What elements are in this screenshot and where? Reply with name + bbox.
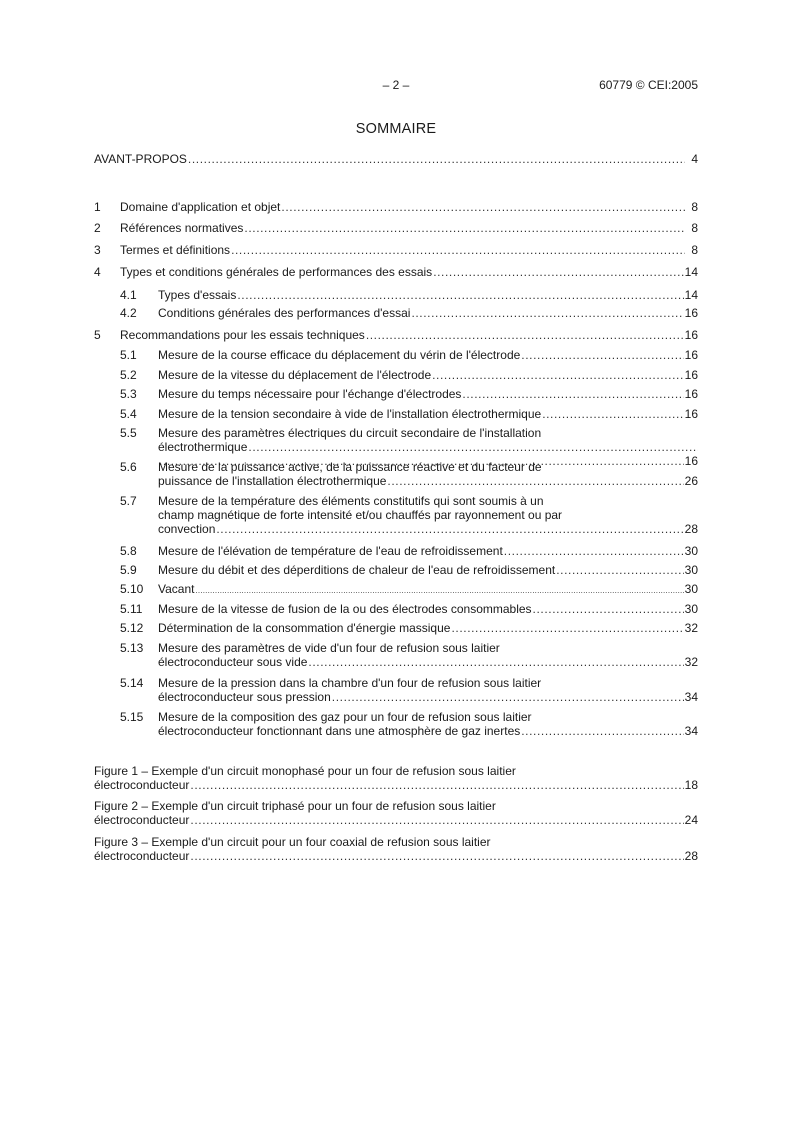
toc-entry-page: 14: [684, 265, 698, 279]
toc-entry-number: 5.13: [120, 641, 144, 655]
leader-dots: [189, 849, 683, 863]
leader-dots: [541, 407, 683, 421]
leader-dots: [461, 387, 683, 401]
toc-figure-title-line: Figure 3 – Exemple d'un circuit pour un four coaxial de refusion sous laitier: [94, 835, 491, 849]
toc-entry-title: Domaine d'application et objet: [120, 200, 281, 214]
toc-entry-title: Mesure du temps nécessaire pour l'échange d'électrodes: [158, 387, 462, 401]
toc-entry-number: 1: [94, 200, 101, 214]
toc-entry-title: Mesure de la course efficace du déplacement du vérin de l'électrode: [158, 348, 521, 362]
toc-figure-page: 24: [684, 813, 698, 827]
toc-entry-page: 16: [684, 387, 698, 401]
toc-entry-page: 16: [684, 407, 698, 421]
toc-entry-page: 14: [684, 288, 698, 302]
toc-entry-title: électrothermique: [158, 440, 248, 454]
toc-entry-page: 8: [691, 200, 698, 214]
toc-entry-number: 5.7: [120, 494, 137, 508]
toc-entry-page: 26: [684, 474, 698, 488]
leader-dots: [194, 584, 683, 598]
toc-figure-page: 18: [684, 778, 698, 792]
toc-figure-page: 28: [684, 849, 698, 863]
toc-entry-number: 5.15: [120, 710, 144, 724]
leader-dots: [431, 368, 684, 382]
toc-entry-page: 4: [691, 152, 698, 166]
toc-entry-number: 5.11: [120, 602, 143, 616]
toc-entry-title: Recommandations pour les essais techniques: [120, 328, 365, 342]
toc-entry-number: 5.6: [120, 460, 137, 474]
toc-entry-number: 5: [94, 328, 101, 342]
leader-dots: [230, 243, 685, 257]
page-title: SOMMAIRE: [355, 121, 437, 137]
toc-entry-title-line: Mesure de la température des éléments constitutifs qui sont soumis à un: [158, 494, 544, 508]
toc-entry-title: Types et conditions générales de performances des essais: [120, 265, 433, 279]
toc-entry-page: 30: [684, 602, 698, 616]
toc-entry-number: 4.2: [120, 306, 137, 320]
toc-entry-title-line: Mesure de la pression dans la chambre d'un four de refusion sous laitier: [158, 676, 542, 690]
toc-entry-page: 34: [684, 690, 698, 704]
toc-entry-title: Mesure du débit et des déperditions de chaleur de l'eau de refroidissement: [158, 563, 556, 577]
toc-entry-page: 28: [684, 522, 698, 536]
leader-dots: [386, 474, 683, 488]
leader-dots: [307, 655, 683, 669]
toc-entry-title: convection: [158, 522, 216, 536]
toc-entry-title-line: champ magnétique de forte intensité et/ou chauffés par rayonnement ou par: [158, 508, 563, 522]
toc-entry-title-line: Mesure de la puissance active, de la puissance réactive et du facteur de: [158, 460, 542, 474]
toc-entry-page: 16: [684, 348, 698, 362]
leader-dots: [236, 288, 683, 302]
toc-entry-page: 16: [684, 368, 698, 382]
toc-entry-page: 34: [684, 724, 698, 738]
leader-dots: [432, 265, 683, 279]
toc-entry-title: Termes et définitions: [120, 243, 231, 257]
toc-figure-title-line: Figure 1 – Exemple d'un circuit monophasé pour un four de refusion sous laitier: [94, 764, 516, 778]
toc-entry-number: 4: [94, 265, 101, 279]
toc-entry-title: Mesure de la vitesse de fusion de la ou des électrodes consommables: [158, 602, 532, 616]
toc-entry-number: 5.9: [120, 563, 137, 577]
toc-entry-number: 2: [94, 221, 101, 235]
toc-entry-number: 5.1: [120, 348, 137, 362]
document-reference: 60779 © CEI:2005: [599, 78, 698, 92]
page-number: – 2 –: [382, 78, 410, 92]
leader-dots: [365, 328, 684, 342]
toc-entry-title-line: Mesure des paramètres de vide d'un four de refusion sous laitier: [158, 641, 500, 655]
leader-dots: [331, 690, 684, 704]
toc-entry-number: 3: [94, 243, 101, 257]
toc-entry-page: 8: [691, 221, 698, 235]
toc-entry-title-line: Mesure des paramètres électriques du circuit secondaire de l'installation: [158, 426, 542, 440]
toc-entry-title: Mesure de l'élévation de température de l'eau de refroidissement: [158, 544, 503, 558]
toc-entry-title: Références normatives: [120, 221, 244, 235]
leader-dots: [520, 724, 683, 738]
toc-entry-title: Types d'essais: [158, 288, 237, 302]
leader-dots: [215, 522, 683, 536]
toc-entry-title: puissance de l'installation électrothermique: [158, 474, 387, 488]
leader-dots: [243, 221, 685, 235]
leader-dots: [450, 621, 683, 635]
leader-dots: [189, 813, 683, 827]
toc-entry-number: 5.4: [120, 407, 137, 421]
toc-entry-number: 4.1: [120, 288, 137, 302]
toc-entry-page: 32: [684, 655, 698, 669]
toc-figure-title: électroconducteur: [94, 849, 190, 863]
toc-entry-number: 5.2: [120, 368, 137, 382]
toc-entry-page: 16: [684, 454, 698, 468]
toc-entry-title: électroconducteur fonctionnant dans une atmosphère de gaz inertes: [158, 724, 521, 738]
toc-entry-number: 5.12: [120, 621, 144, 635]
toc-entry-page: 16: [684, 306, 698, 320]
toc-entry-title: électroconducteur sous vide: [158, 655, 308, 669]
toc-figure-title-line: Figure 2 – Exemple d'un circuit triphasé pour un four de refusion sous laitier: [94, 799, 496, 813]
toc-entry-number: 5.3: [120, 387, 137, 401]
toc-entry-number: 5.5: [120, 426, 137, 440]
toc-entry-title-line: Mesure de la composition des gaz pour un four de refusion sous laitier: [158, 710, 532, 724]
toc-entry-title: Vacant: [158, 582, 195, 596]
toc-entry-title: Détermination de la consommation d'énergie massique: [158, 621, 451, 635]
toc-entry-title: AVANT-PROPOS: [94, 152, 187, 166]
leader-dots: [187, 152, 685, 166]
toc-entry-number: 5.10: [120, 582, 144, 596]
toc-entry-page: 32: [684, 621, 698, 635]
toc-figure-title: électroconducteur: [94, 813, 190, 827]
toc-entry-title: électroconducteur sous pression: [158, 690, 331, 704]
leader-dots: [532, 602, 684, 616]
toc-entry-page: 30: [684, 563, 698, 577]
toc-entry-page: 8: [691, 243, 698, 257]
toc-entry-title: Mesure de la vitesse du déplacement de l'électrode: [158, 368, 432, 382]
leader-dots: [247, 440, 698, 454]
leader-dots: [503, 544, 684, 558]
toc-entry-page: 16: [684, 328, 698, 342]
leader-dots: [555, 563, 683, 577]
toc-entry-page: 30: [684, 582, 698, 596]
toc-entry-title: Conditions générales des performances d'essai: [158, 306, 411, 320]
leader-dots: [410, 306, 683, 320]
leader-dots: [280, 200, 685, 214]
toc-entry-page: 30: [684, 544, 698, 558]
toc-entry-number: 5.8: [120, 544, 137, 558]
page-header: [94, 78, 698, 94]
toc-entry-title: Mesure de la tension secondaire à vide de l'installation électrothermique: [158, 407, 542, 421]
leader-dots: [520, 348, 683, 362]
toc-figure-title: électroconducteur: [94, 778, 190, 792]
leader-dots: [189, 778, 683, 792]
toc-entry-number: 5.14: [120, 676, 144, 690]
